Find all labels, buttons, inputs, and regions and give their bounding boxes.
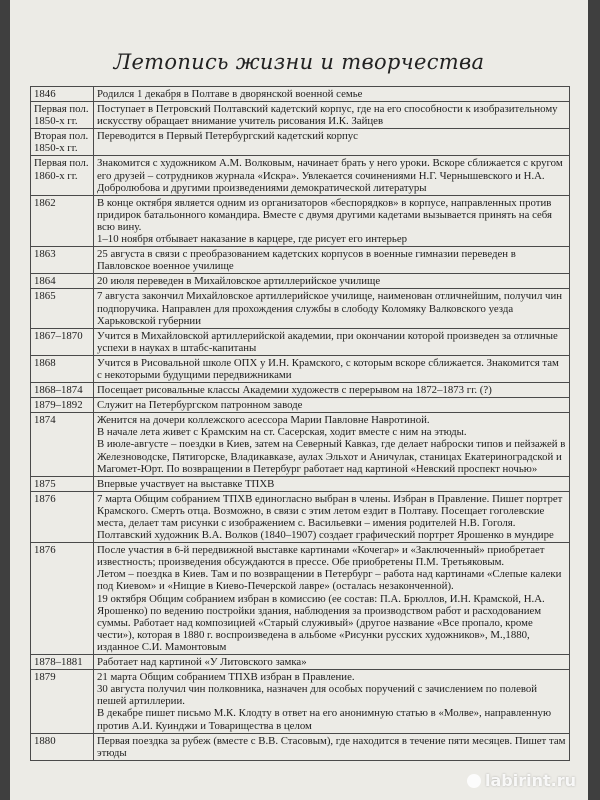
table-row (31, 87, 570, 102)
table-row (31, 733, 570, 760)
row-event (94, 247, 570, 274)
row-event (94, 328, 570, 355)
table-row (31, 655, 570, 670)
watermark-logo-icon (467, 774, 481, 788)
table-row (31, 476, 570, 491)
table-row (31, 195, 570, 246)
table-row (31, 129, 570, 156)
table-row (31, 543, 570, 655)
row-event (94, 670, 570, 733)
row-date: 1867–1870 (31, 328, 94, 355)
row-date: Первая пол. 1860-х гг. (31, 156, 94, 195)
row-event (94, 733, 570, 760)
event-paragraph: 19 октября Общим собранием избран в комиссию (ее состав: П.А. Брюллов, И.Н. Крамской, Н.А. Ярошенко) по ведению постройки здания, наблюдения за производством работ и расходованием суммы. Работает над композицией «Старый служивый» (другое название «Все пропало, кроме чести»), которая в 1880 г. воспроизведена в альбоме «Рисунки русских художников», М.,1880, изданное С.И. Мамонтовым (97, 592, 545, 653)
row-event (94, 413, 570, 476)
table-row (31, 670, 570, 733)
row-date: 1868 (31, 355, 94, 382)
table-row (31, 274, 570, 289)
row-event (94, 274, 570, 289)
table-row (31, 247, 570, 274)
row-event (94, 87, 570, 102)
event-paragraph: Посещает рисовальные классы Академии художеств с перерывом на 1872–1873 гг. (?) (97, 384, 492, 397)
event-paragraph: Знакомится с художником А.М. Волковым, начинает брать у него уроки. Вскоре сближается с кругом его друзей – сотрудников журнала «Искра». Увлекается сочинениями Н.Г. Чернышевского и Н.А. Добролюбова и другими произведениями демократической литературы (97, 157, 563, 194)
watermark (467, 771, 576, 790)
row-date: Вторая пол. 1850-х гг. (31, 129, 94, 156)
row-event (94, 398, 570, 413)
event-paragraph: Женится на дочери коллежского асессора Марии Павловне Навротиной. (97, 414, 430, 427)
event-paragraph: В июле-августе – поездки в Киев, затем на Северный Кавказ, где делает наброски типов и пейзажей в Железноводске, Пятигорске, Владикавказе, аулах Эльхот и Аничулак, станицах Екатериноградской и Магомет-Юрт. По возвращении в Петербург работает над картиной «Невский проспект ночью» (97, 438, 566, 475)
table-row (31, 355, 570, 382)
event-paragraph: Первая поездка за рубеж (вместе с В.В. Стасовым), где находится в течение пяти месяцев. Пишет там этюды (97, 734, 566, 759)
row-date: 1876 (31, 491, 94, 542)
table-row (31, 328, 570, 355)
row-event (94, 476, 570, 491)
chronology-table (30, 86, 570, 761)
row-date: 1874 (31, 413, 94, 476)
row-event (94, 195, 570, 246)
table-row (31, 491, 570, 542)
event-paragraph: 20 июля переведен в Михайловское артиллерийское училище (97, 275, 381, 288)
row-event (94, 102, 570, 129)
chronology-rows (31, 87, 570, 761)
event-paragraph: 1–10 ноября отбывает наказание в карцере, где рисует его интерьер (97, 233, 408, 246)
event-paragraph: Служит на Петербургском патронном заводе (97, 399, 303, 412)
row-date: 1876 (31, 543, 94, 655)
page-title: Летопись жизни и творчества (113, 50, 485, 74)
event-paragraph: Родился 1 декабря в Полтаве в дворянской военной семье (97, 88, 363, 100)
row-date: 1863 (31, 247, 94, 274)
event-paragraph: Учится в Михайловской артиллерийской академии, при окончании которой произведен за отличные успехи в науках в штабс-капитаны (97, 329, 558, 354)
event-paragraph: Учится в Рисовальной школе ОПХ у И.Н. Крамского, с которым вскоре сближается. Знакомится там с некоторыми будущими передвижниками (97, 356, 559, 381)
table-row (31, 398, 570, 413)
row-event (94, 491, 570, 542)
event-paragraph: После участия в 6-й передвижной выставке картинами «Кочегар» и «Заключенный» приобретает известность; произведения обсуждаются в прессе. Обе приобретены П.М. Третьяковым. (97, 544, 545, 569)
row-date: 1864 (31, 274, 94, 289)
event-paragraph: Впервые участвует на выставке ТПХВ (97, 477, 275, 490)
table-row (31, 156, 570, 195)
event-paragraph: В начале лета живет с Крамским на ст. Сасерская, ходит вместе с ним на этюды. (97, 426, 467, 439)
row-date: 1879 (31, 670, 94, 733)
event-paragraph: 21 марта Общим собранием ТПХВ избран в Правление. (97, 671, 355, 684)
row-event (94, 156, 570, 195)
row-date: 1879–1892 (31, 398, 94, 413)
row-event (94, 543, 570, 655)
event-paragraph: 25 августа в связи с преобразованием кадетских корпусов в военные гимназии переведен в Павловское военное училище (97, 248, 516, 273)
event-paragraph: В декабре пишет письмо М.К. Клодту в ответ на его анонимную статью в «Молве», направленную против А.И. Куинджи и Товарищества в целом (97, 707, 552, 732)
row-event (94, 355, 570, 382)
row-date: 1865 (31, 289, 94, 328)
event-paragraph: Поступает в Петровский Полтавский кадетский корпус, где на его способности к изобразительному искусству обращает внимание учитель рисования И.К. Зайцев (97, 103, 558, 128)
table-row (31, 289, 570, 328)
table-row (31, 102, 570, 129)
row-date: 1862 (31, 195, 94, 246)
row-date: 1846 (31, 87, 94, 102)
row-event (94, 129, 570, 156)
row-date: Первая пол. 1850-х гг. (31, 102, 94, 129)
event-paragraph: Работает над картиной «У Литовского замка» (97, 656, 307, 669)
row-date: 1878–1881 (31, 655, 94, 670)
row-event (94, 655, 570, 670)
book-page (10, 0, 588, 800)
table-row (31, 383, 570, 398)
event-paragraph: В конце октября является одним из организаторов «беспорядков» в корпусе, направленных против придирок батальонного командира. Вместе с двумя другими кадетами вызывается принять на себя всю вину. (97, 196, 552, 233)
row-date: 1880 (31, 733, 94, 760)
watermark-text: labirint.ru (485, 771, 576, 790)
row-date: 1875 (31, 476, 94, 491)
row-event (94, 289, 570, 328)
row-event (94, 383, 570, 398)
event-paragraph: Переводится в Первый Петербургский кадетский корпус (97, 130, 358, 143)
event-paragraph: 30 августа получил чин полковника, назначен для особых поручений с зачислением по полевой пешей артиллерии. (97, 683, 538, 708)
event-paragraph: 7 марта Общим собранием ТПХВ единогласно выбран в члены. Избран в Правление. Пишет портрет Крамского. Смерть отца. Возможно, в связи с этим летом ездит в Полтаву. Посещает гоголевские места, делает там рисунки с изображением с. Васильевки – имения родителей Н.В. Гоголя. Полтавский художник В.А. Волков (1840–1907) создает графический портрет Ярошенко в мундире (97, 492, 563, 542)
table-row (31, 413, 570, 476)
row-date: 1868–1874 (31, 383, 94, 398)
event-paragraph: Летом – поездка в Киев. Там и по возвращении в Петербург – работа над картинами «Слепые калеки под Киевом» и «Нищие в Киево-Печерской лавре» (осталась незаконченной). (97, 568, 562, 593)
event-paragraph: 7 августа закончил Михайловское артиллерийское училище, наименован отличнейшим, получил чин подпоручика. Направлен для прохождения службы в слободу Коломяку Валковского уезда Харьковской губернии (97, 290, 563, 327)
